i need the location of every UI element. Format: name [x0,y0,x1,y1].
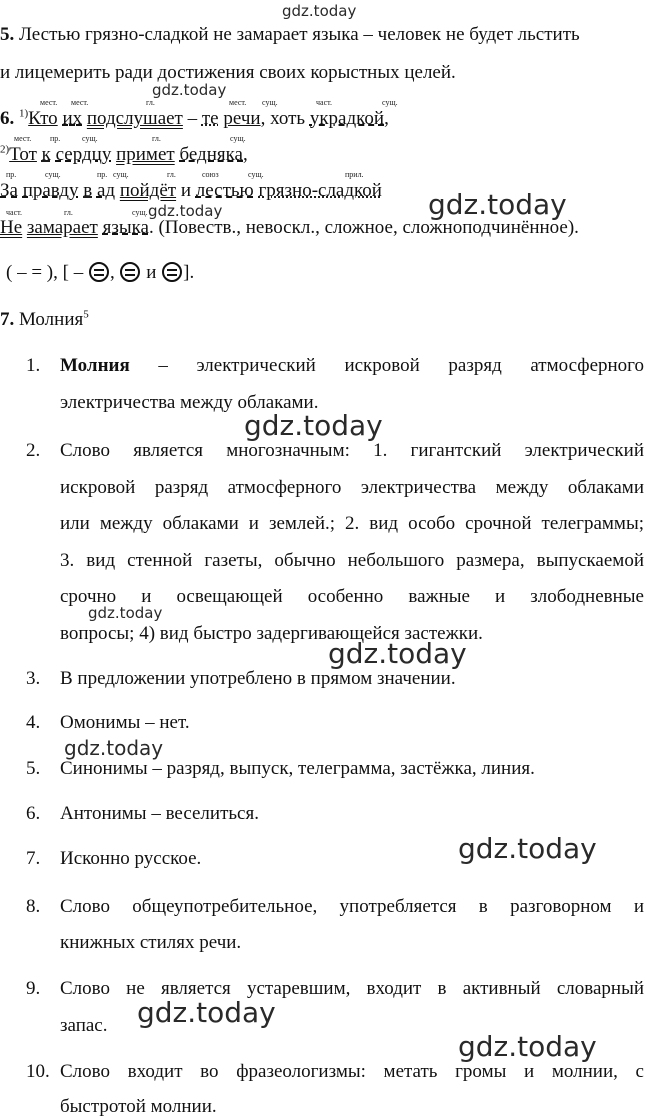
list-item-number: 9. [26,978,41,999]
adverbial-word: лестью [195,180,254,201]
object-word: языка [102,217,149,238]
predicate-word: примет [116,144,175,165]
list-item-line: книжных стилях речи. [60,932,242,953]
attribute-word: грязно-сладкой [258,180,382,201]
task6-number: 6. [0,108,15,129]
subject-word: Кто [28,108,58,129]
watermark: gdz.today [328,637,467,670]
adverbial-word: За [0,180,18,201]
list-item-line: запас. [60,1015,108,1036]
pos-label: сущ. [262,98,278,107]
watermark: gdz.today [428,188,567,221]
scheme-part: и [146,262,157,283]
scheme-part: , [109,262,115,283]
task5-line1 [0,24,646,46]
plain-text: , хоть [260,108,310,129]
task5-number: 5. [0,24,15,45]
list-item-line: 3. вид стенной газеты, обычно небольшого размера, выпускаемой [60,550,644,571]
pos-label: мест. [40,98,58,107]
watermark: gdz.today [152,81,227,99]
task5-line2: и лицемерить ради достижения своих корыстных целей. [0,62,456,83]
pos-label: мест. [229,98,247,107]
list-item-line: Слово входит во фразеологизмы: метать громы и молнии, с [60,1061,644,1082]
pos-label: пр. [50,134,61,143]
task7-word: Молния [19,309,84,330]
object-word: бедняка [179,144,243,165]
list-item-line: Исконно русское. [60,848,202,869]
pos-label: сущ. [230,134,246,143]
subject-word: речи [223,108,261,129]
sentence-scheme [6,262,194,284]
list-item-number: 2. [26,440,41,461]
pos-label: част. [6,208,23,217]
scheme-part: ]. [183,262,195,283]
watermark: gdz.today [282,2,357,20]
pos-label: сущ. [382,98,398,107]
pos-label: прил. [345,170,364,179]
pos-label: сущ. [113,170,129,179]
pos-label: сущ. [82,134,98,143]
pos-label: сущ. [132,208,148,217]
list-item-number: 5. [26,758,41,779]
pos-label: гл. [146,98,155,107]
watermark: gdz.today [458,1030,597,1063]
clause-marker: 1) [19,107,29,120]
task6-line2 [0,144,248,166]
list-item-line: В предложении употреблено в прямом значении. [60,668,456,689]
scheme-part: ( – = ), [ – [6,262,84,283]
watermark: gdz.today [137,996,276,1029]
list-item-line: Слово не является устаревшим, входит в активный словарный [60,978,644,999]
adverbial-word: ад [96,180,116,201]
sentence-description: . (Повеств., невоскл., сложное, сложноподчинённое). [148,217,579,238]
list-item-line: Омонимы – нет. [60,712,190,733]
footnote-marker: 5 [83,308,89,321]
pos-label: част. [316,98,333,107]
plain-text: , [384,108,389,129]
subject-word: Тот [9,144,37,165]
list-item-number: 10. [26,1061,50,1082]
pos-label: пр. [97,170,108,179]
predicate-word: пойдёт [119,180,177,201]
list-item-line: Слово является многозначным: 1. гигантский электрический [60,440,644,461]
watermark: gdz.today [64,736,164,760]
object-word: их [62,108,83,129]
watermark: gdz.today [458,832,597,865]
term-word: Молния [60,355,130,376]
predicate-word: замарает [26,217,98,238]
list-item-line: Антонимы – веселиться. [60,803,259,824]
scheme-circle-icon [89,262,109,282]
pos-label: гл. [64,208,73,217]
task6-line3 [0,180,382,202]
task7-number: 7. [0,309,15,330]
adverbial-word: в [83,180,93,201]
adverbial-word: украдкой [309,108,385,129]
list-item-line: электричества между облаками. [60,392,319,413]
pos-label: пр. [6,170,17,179]
list-item-line: искровой разряд атмосферного электричества между облаками [60,477,644,498]
pos-label: мест. [71,98,89,107]
list-item-line: или между облаками и землей.; 2. вид особо срочной телеграммы; [60,513,644,534]
plain-text: и [176,180,196,201]
task5-text: Лестью грязно-сладкой не замарает языка – человек не будет льстить [19,24,580,45]
dash: – [182,108,202,129]
task6-line1 [0,108,389,130]
list-item-line: Синонимы – разряд, выпуск, телеграмма, застёжка, линия. [60,758,535,779]
predicate-word: подслушает [86,108,183,129]
list-item-line: вопросы; 4) вид быстро задергивающейся застежки. [60,623,483,644]
list-item-line: срочно и освещающей особенно важные и злободневные [60,586,644,607]
list-item-line: Слово общеупотребительное, употребляется в разговорном и [60,896,644,917]
task7-heading [0,309,89,331]
clause-marker: 2) [0,143,10,156]
task6-line4 [0,217,646,239]
adverbial-word: сердцу [55,144,112,165]
adverbial-word: правду [22,180,79,201]
list-item-number: 7. [26,848,41,869]
list-item-line: – электрический искровой разряд атмосферного [129,355,644,376]
pos-label: гл. [152,134,161,143]
list-item-number: 3. [26,668,41,689]
list-item-text [60,355,644,377]
scheme-circle-icon [162,262,182,282]
scheme-circle-icon [120,262,140,282]
plain-text: , [243,144,248,165]
list-item-number: 1. [26,355,41,376]
list-item-number: 4. [26,712,41,733]
list-item-number: 8. [26,896,41,917]
list-item-line: быстротой молнии. [60,1096,217,1117]
pos-label: сущ. [248,170,264,179]
watermark: gdz.today [244,409,383,442]
pos-label: союз [202,170,219,179]
pos-label: гл. [167,170,176,179]
predicate-word: Не [0,217,23,238]
watermark: gdz.today [88,604,163,622]
attribute-word: те [201,108,219,129]
pos-label: сущ. [45,170,61,179]
watermark: gdz.today [148,202,223,220]
adverbial-word: к [41,144,51,165]
list-item-number: 6. [26,803,41,824]
pos-label: мест. [14,134,32,143]
